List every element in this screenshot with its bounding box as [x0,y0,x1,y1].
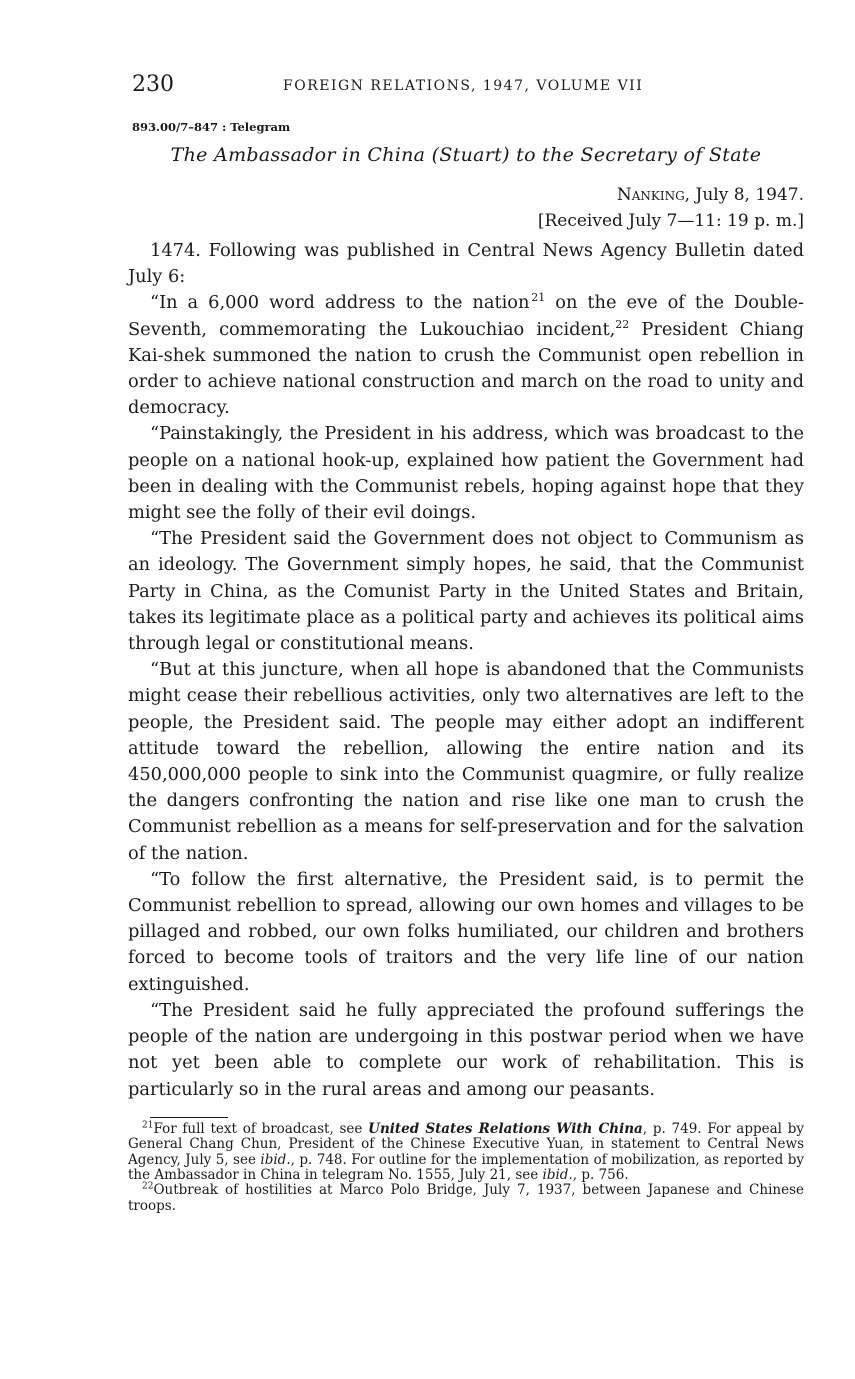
footnote-21-text-a: For full text of broadcast, see [153,1120,369,1137]
dateline-place: Nanking, [616,185,691,205]
telegram-body [128,238,804,1103]
paragraph-4: “The President said the Government does not object to Communism as an ideology. The Government simply hopes, he said, that the Communist Party in China, as the Comunist Party in the United States and Britain, takes its legitimate place as a political party and achieves its political aims through legal or constitutional means. [128,528,805,655]
paragraph-2-part-a: “In a 6,000 word address to the nation [150,292,530,314]
paragraph-2-part-b: on the eve of the Double-Seventh, commemorating the Lukouchiao incident, [128,292,804,340]
footnote-22-text: Outbreak of hostilities at Marco Polo Bridge, July 7, 1937, between Japanese and Chinese troops. [128,1182,804,1214]
document-title: The Ambassador in China (Stuart) to the Secretary of State [170,144,762,166]
footnote-21-title: United States Relations With China [368,1120,643,1137]
dateline-date: July 8, 1947. [690,185,804,205]
file-reference: 893.00/7–847 : Telegram [132,120,291,134]
running-head: FOREIGN RELATIONS, 1947, VOLUME VII [283,78,644,94]
paragraph-6: “To follow the first alternative, the President said, is to permit the Communist rebellion to spread, allowing our own homes and villages to be pillaged and robbed, our own folks humiliated, our children and brothers forced to become tools of traitors and the very life line of our nation extinguished. [128,868,804,995]
document-page [128,70,804,1214]
paragraph-3: “Painstakingly, the President in his address, which was broadcast to the people on a national hook-up, explained how patient the Government had been in dealing with the Communist rebels, hoping against hope that they might see the folly of their evil doings. [128,423,804,524]
paragraph-2-part-c: President Chiang Kai-shek summoned the nation to crush the Communist open rebellion in order to achieve national construction and march on the road to unity and democracy. [128,318,804,419]
dateline-received: [Received July 7—11: 19 p. m.] [537,211,804,231]
footnote-22 [128,1183,804,1214]
paragraph-2 [128,290,804,421]
dateline [128,182,804,234]
footnote-21-ibid-1: ibid. [260,1151,291,1168]
dateline-place-date [128,182,804,208]
footnote-divider [150,1117,228,1118]
footnote-21-ibid-2: ibid. [542,1166,573,1183]
footnote-ref-22: 22 [615,317,630,331]
paragraph-7: “The President said he fully appreciated the profound sufferings the people of the nation are undergoing in this postwar period when we have not yet been able to complete our work of rehabilitation. This is particularly so in the rural areas and among our peasants. [128,999,804,1100]
footnote-21-text-c: , p. 748. For outline for the implementation of mobilization, as reported by the Ambassador in China in telegram No. 1555, July 21, see [128,1151,804,1183]
page-number: 230 [132,72,174,97]
paragraph-5: “But at this juncture, when all hope is abandoned that the Communists might cease their rebellious activities, only two alternatives are left to the people, the President said. The people may either adopt an indifferent attitude toward the rebellion, allowing the entire nation and its 450,000,000 people to sink into the Communist quagmire, or fully realize the dangers confronting the nation and rise like one man to crush the Communist rebellion as a means for self-preservation and for the salvation of the nation. [128,659,804,864]
paragraph-1: 1474. Following was published in Central News Agency Bulletin dated July 6: [128,240,804,288]
footnote-21-marker: 21 [142,1120,154,1131]
footnote-21 [128,1122,804,1184]
page-header [128,70,804,100]
footnotes [128,1122,804,1214]
footnote-21-text-b: , p. 749. For appeal by General Chang Chun, President of the Chinese Executive Yuan, in statement to Central News Agency, July 5, see [128,1120,805,1168]
footnote-ref-21: 21 [531,291,546,305]
footnote-22-marker: 22 [142,1181,154,1192]
footnote-21-text-d: , p. 756. [572,1166,629,1183]
